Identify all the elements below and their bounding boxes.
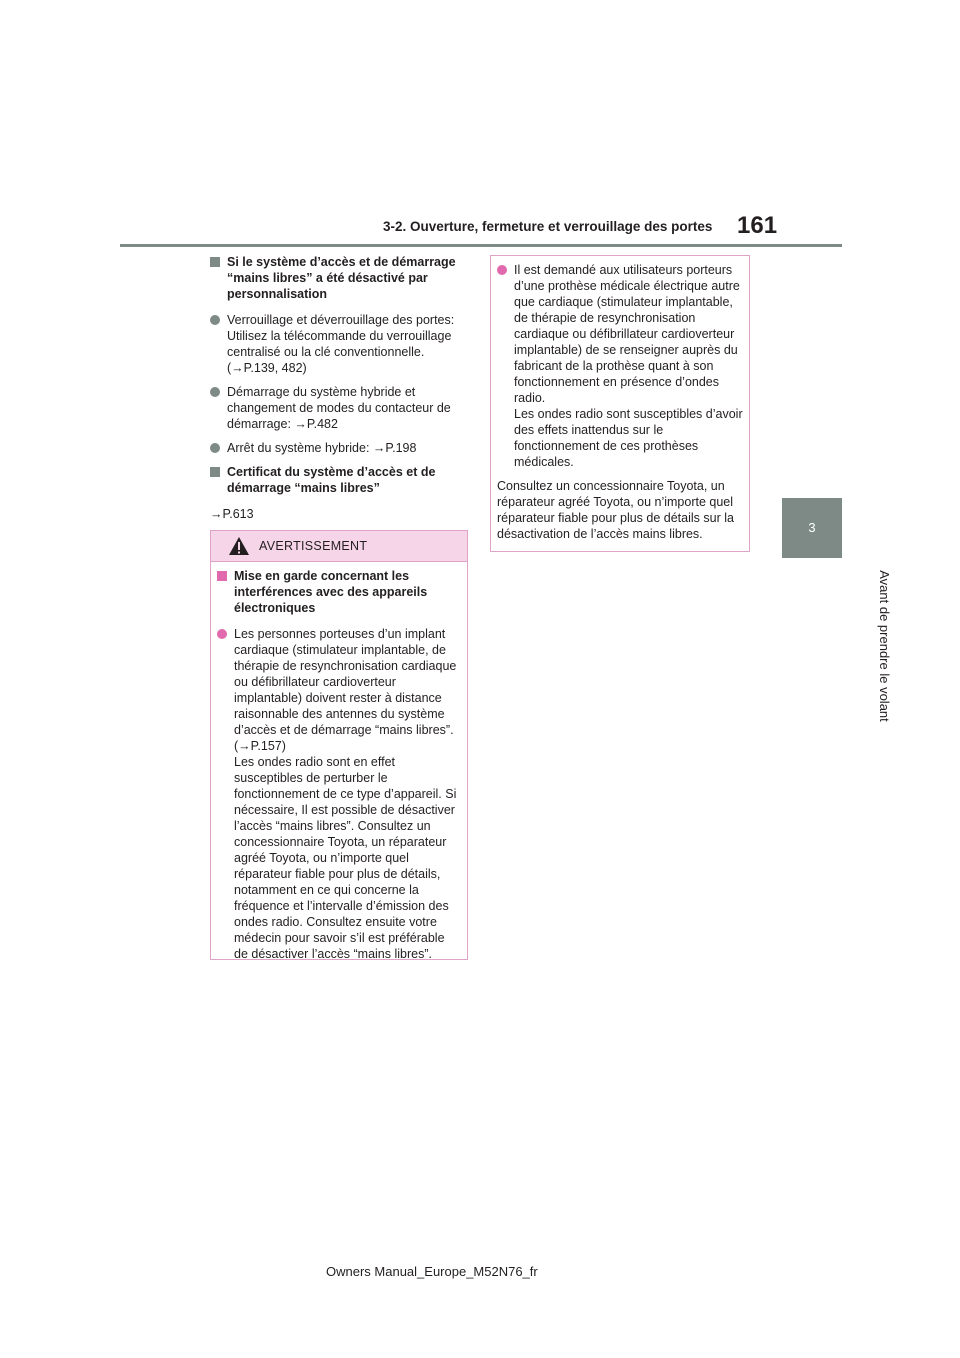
heading-text: Si le système d’accès et de démarrage “mains libres” a été désactivé par personnalisation: [227, 255, 456, 301]
warning-box: [210, 530, 468, 960]
list-item: [497, 262, 743, 470]
section-heading-certificate: [210, 464, 472, 496]
heading-text: Certificat du système d’accès et de démarrage “mains libres”: [227, 465, 436, 495]
round-bullet-icon: [210, 387, 220, 397]
list-item-text: Arrêt du système hybride: →P.198: [227, 441, 417, 455]
warning-triangle-icon: [228, 536, 250, 556]
square-bullet-icon: [210, 257, 220, 267]
square-bullet-icon: [217, 571, 227, 581]
chapter-tab-title-wrap: [782, 564, 892, 728]
warning-header: [211, 531, 467, 562]
list-item-text: Verrouillage et déverrouillage des portes: Utilisez la télécommande du verrouillage centralisé ou la clé conventionnelle. (→P.139, 482): [227, 313, 455, 375]
page-number: 161: [737, 212, 778, 239]
list-item: [210, 440, 472, 456]
header-rule: [120, 244, 842, 247]
warning-continuation-box: [490, 255, 750, 552]
round-bullet-icon: [217, 629, 227, 639]
round-bullet-icon: [497, 265, 507, 275]
warning-body: [211, 562, 467, 962]
list-item: [210, 384, 472, 432]
left-column: [210, 254, 472, 532]
page-reference: →P.613: [210, 507, 254, 521]
list-item-text: Les personnes porteuses d’un implant cardiaque (stimulateur implantable, de thérapie de resynchronisation cardiaque ou défibrillateur cardioverteur implantable) doivent rester à distance raisonnable des antennes du système d’accès et de démarrage “mains libres”. (→P.157) Les ondes radio sont en effet susceptibles de perturber le fonctionnement de ce type d’appareil. Si nécessaire, Il est possible de désactiver l’accès “mains libres”. Consultez un concessionnaire Toyota, un réparateur agréé Toyota, ou n’importe quel réparateur fiable pour plus de détails, notamment en ce qui concerne la fréquence et l’intervalle d’émission des ondes radio. Consultez ensuite votre médecin pour savoir s’il est préférable de désactiver l’accès “mains libres”.: [234, 627, 457, 961]
list-item-text: Démarrage du système hybride et changement de modes du contacteur de démarrage: →P.482: [227, 385, 451, 431]
round-bullet-icon: [210, 443, 220, 453]
warning-heading: [217, 568, 461, 616]
section-heading-freeaccess-disabled: [210, 254, 472, 302]
round-bullet-icon: [210, 315, 220, 325]
paragraph: Consultez un concessionnaire Toyota, un réparateur agréé Toyota, ou n’importe quel réparateur fiable pour plus de détails sur la désactivation de l’accès mains libres.: [497, 479, 734, 541]
section-title: 3-2. Ouverture, fermeture et verrouillage des portes: [383, 219, 713, 234]
footer-document-id: Owners Manual_Europe_M52N76_fr: [326, 1264, 538, 1279]
heading-text: Mise en garde concernant les interférences avec des appareils électroniques: [234, 569, 428, 615]
chapter-tab-number: 3: [782, 498, 842, 558]
list-item: [217, 626, 461, 962]
warning-label: AVERTISSEMENT: [259, 539, 368, 553]
chapter-tab-title: Avant de prendre le volant: [877, 570, 892, 722]
list-item-text: Il est demandé aux utilisateurs porteurs d’une prothèse médicale électrique autre que cardiaque (stimulateur implantable, de thérapie de resynchronisation cardiaque ou défibrillateur cardioverteur implantable) de se renseigner auprès du fabricant de la prothèse quant à son fonctionnement en présence d’ondes radio. Les ondes radio sont susceptibles d’avoir des effets inattendus sur le fonctionnement de ces prothèses médicales.: [514, 263, 743, 469]
square-bullet-icon: [210, 467, 220, 477]
list-item: [210, 312, 472, 376]
